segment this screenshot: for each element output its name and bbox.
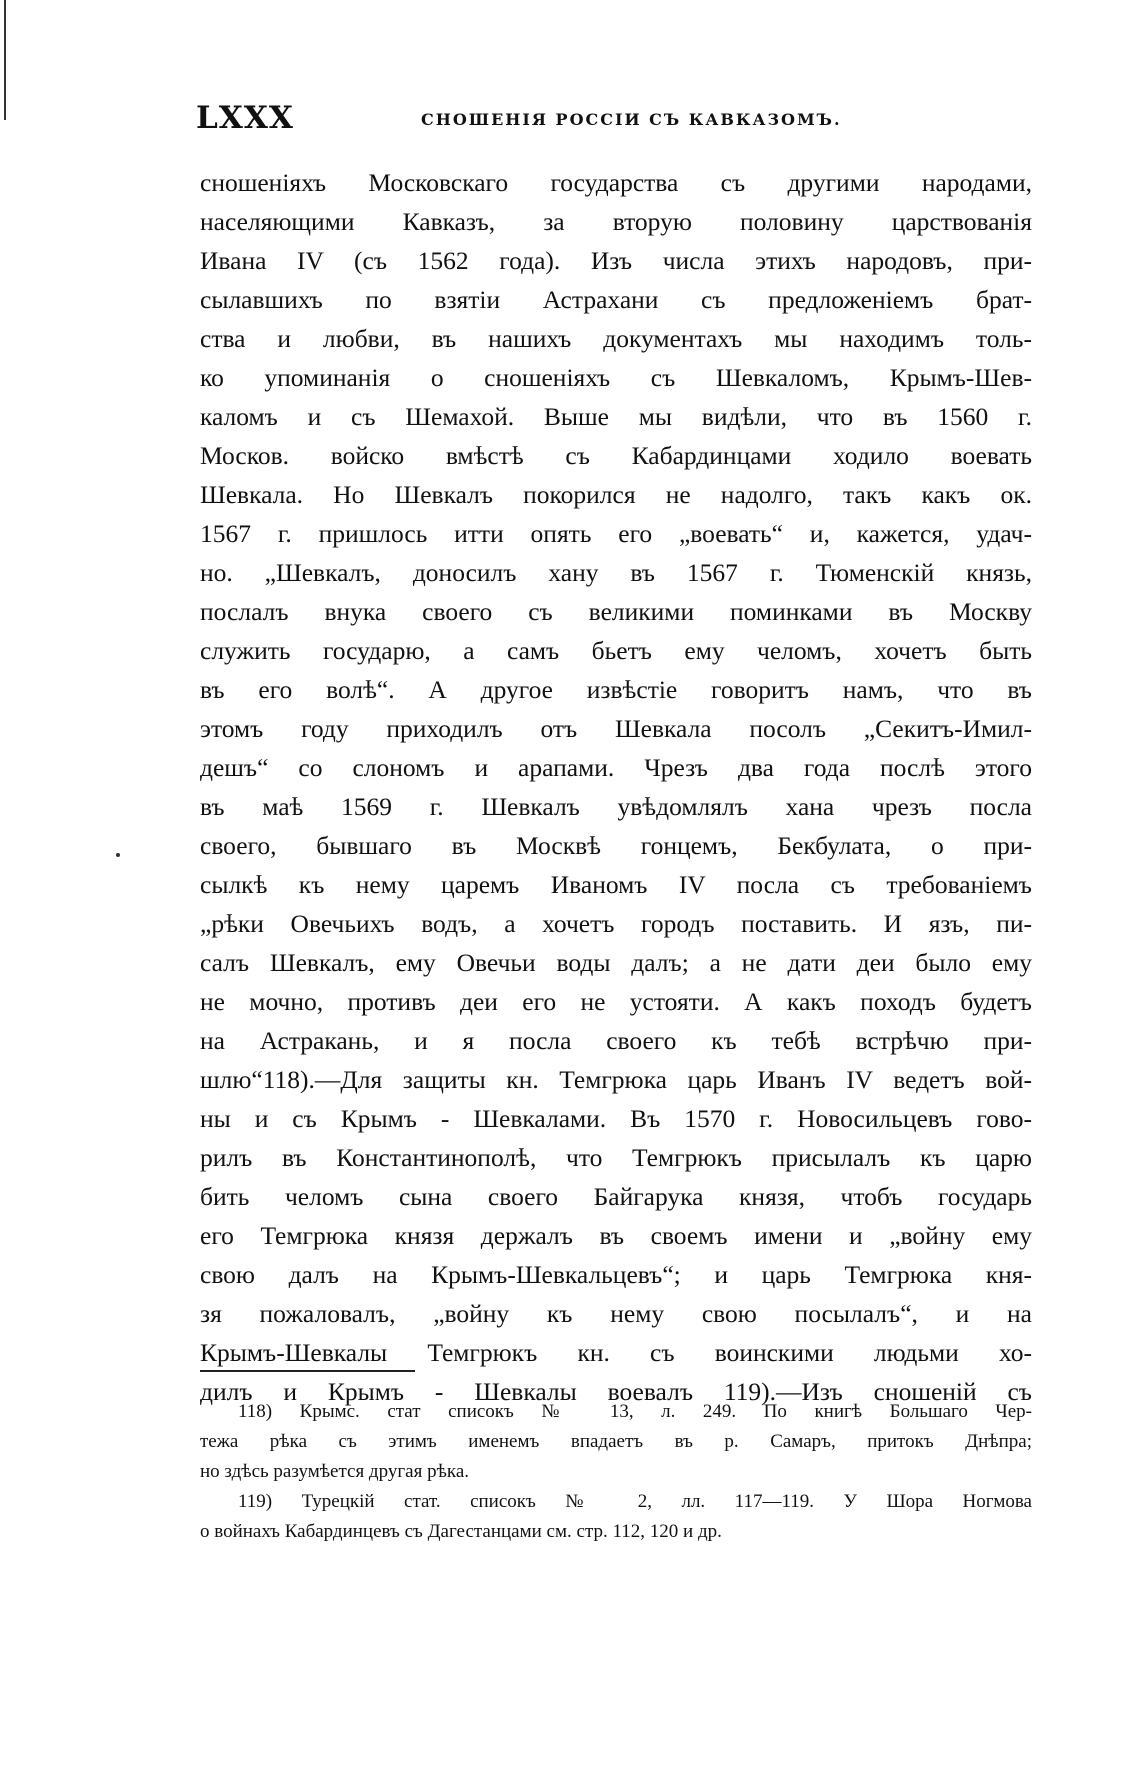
text-line: сылкѣ къ нему царемъ Иваномъ IV посла съ требованіемъ xyxy=(200,870,1032,899)
text-line: но. „Шевкалъ, доносилъ хану въ 1567 г. Тюменскій князь, xyxy=(200,558,1032,587)
text-line: салъ Шевкалъ, ему Овечьи воды далъ; а не дати деи было ему xyxy=(200,948,1032,977)
speck-mark xyxy=(116,853,120,857)
text-line: дилъ и Крымъ - Шевкалы воевалъ 119).—Изъ сношеній съ xyxy=(200,1377,1032,1406)
text-line: Крымъ-Шевкалы Темгрюкъ кн. съ воинскими людьми хо- xyxy=(200,1338,1032,1367)
text-line: на Астракань, и я посла своего къ тебѣ встрѣчю при- xyxy=(200,1026,1032,1055)
footnote-line: о войнахъ Кабардинцевъ съ Дагестанцами см. стр. 112, 120 и др. xyxy=(200,1521,722,1542)
text-line: сылавшихъ по взятіи Астрахани съ предложеніемъ брат- xyxy=(200,285,1032,314)
text-line: ко упоминанія о сношеніяхъ съ Шевкаломъ, Крымъ-Шев- xyxy=(200,363,1032,392)
text-line: 1567 г. пришлось итти опять его „воевать“ и, кажется, удач- xyxy=(200,519,1032,548)
page-header xyxy=(196,100,1036,140)
text-line: бить челомъ сына своего Байгарука князя, чтобъ государь xyxy=(200,1182,1032,1211)
text-line: свою далъ на Крымъ-Шевкальцевъ“; и царь Темгрюка кня- xyxy=(200,1260,1032,1289)
page-number: LXXX xyxy=(196,100,294,136)
text-line: въ маѣ 1569 г. Шевкалъ увѣдомлялъ хана чрезъ посла xyxy=(200,792,1032,821)
text-line: населяющими Кавказъ, за вторую половину царствованія xyxy=(200,207,1032,236)
text-line: въ его волѣ“. А другое извѣстіе говоритъ намъ, что въ xyxy=(200,675,1032,704)
text-line: его Темгрюка князя держалъ въ своемъ имени и „войну ему xyxy=(200,1221,1032,1250)
text-line: рилъ въ Константинополѣ, что Темгрюкъ присылалъ къ царю xyxy=(200,1143,1032,1172)
text-line: своего, бывшаго въ Москвѣ гонцемъ, Бекбулата, о при- xyxy=(200,831,1032,860)
footnote-line: но здѣсь разумѣется другая рѣка. xyxy=(200,1461,470,1482)
footnote-line: 119) Турецкій стат. списокъ № 2, лл. 117—119. У Шора Ногмова xyxy=(238,1491,1032,1512)
text-line: ства и любви, въ нашихъ документахъ мы находимъ толь- xyxy=(200,324,1032,353)
text-line: Москов. войско вмѣстѣ съ Кабардинцами ходило воевать xyxy=(200,441,1032,470)
text-line: ны и съ Крымъ - Шевкалами. Въ 1570 г. Новосильцевъ гово- xyxy=(200,1104,1032,1133)
main-text xyxy=(200,163,1032,1411)
text-line: Ивана IV (съ 1562 года). Изъ числа этихъ народовъ, при- xyxy=(200,246,1032,275)
text-line: служить государю, а самъ бьетъ ему челомъ, хочетъ быть xyxy=(200,636,1032,665)
text-line: дешъ“ со слономъ и арапами. Чрезъ два года послѣ этого xyxy=(200,753,1032,782)
footnote-line: 118) Крымс. стат списокъ № 13, л. 249. По книгѣ Большаго Чер- xyxy=(238,1401,1032,1422)
footnote-line: тежа рѣка съ этимъ именемъ впадаетъ въ р. Самаръ, притокъ Днѣпра; xyxy=(200,1431,1032,1452)
footnotes xyxy=(200,1397,1032,1547)
text-line: каломъ и съ Шемахой. Выше мы видѣли, что въ 1560 г. xyxy=(200,402,1032,431)
text-line: Шевкала. Но Шевкалъ покорился не надолго, такъ какъ ок. xyxy=(200,480,1032,509)
text-line: „рѣки Овечьихъ водъ, а хочетъ городъ поставить. И язъ, пи- xyxy=(200,909,1032,938)
running-title: СНОШЕНІЯ РОССІИ СЪ КАВКАЗОМЪ. xyxy=(421,110,842,129)
text-line: зя пожаловалъ, „войну къ нему свою посылалъ“, и на xyxy=(200,1299,1032,1328)
text-line: шлю“118).—Для защиты кн. Темгрюка царь Иванъ IV ведетъ вой- xyxy=(200,1065,1032,1094)
binding-edge-line xyxy=(4,0,6,120)
text-line: не мочно, противъ деи его не устояти. А какъ походъ будетъ xyxy=(200,987,1032,1016)
text-line: сношеніяхъ Московскаго государства съ другими народами, xyxy=(200,168,1032,197)
text-line: этомъ году приходилъ отъ Шевкала посолъ „Секитъ-Имил- xyxy=(200,714,1032,743)
text-line: послалъ внука своего съ великими поминками въ Москву xyxy=(200,597,1032,626)
footnote-separator xyxy=(200,1370,415,1372)
